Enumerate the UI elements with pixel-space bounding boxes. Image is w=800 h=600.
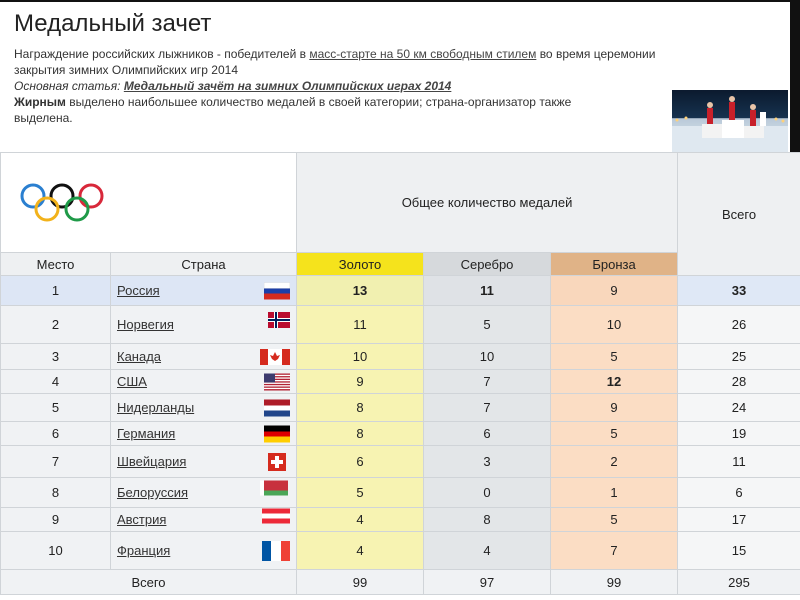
- note-text: выделено наибольшее количество медалей в своей категории; страна-организатор также: [65, 95, 572, 109]
- country-cell: [111, 394, 297, 422]
- country-cell: [111, 370, 297, 394]
- medal-table: [0, 152, 800, 595]
- bronze-cell: 5: [551, 508, 678, 532]
- bronze-cell: 9: [551, 394, 678, 422]
- caption: [14, 46, 754, 126]
- flag-germany-icon: [264, 425, 290, 442]
- country-link[interactable]: Нидерланды: [117, 400, 195, 415]
- totals-bronze: 99: [551, 570, 678, 595]
- total-header: Всего: [678, 153, 800, 276]
- country-cell: [111, 508, 297, 532]
- total-cell: 19: [678, 422, 800, 446]
- place-cell: 1: [1, 276, 111, 306]
- flag-russia-icon: [264, 282, 290, 299]
- country-cell: [111, 478, 297, 508]
- total-cell: 24: [678, 394, 800, 422]
- flag-france-icon: [262, 541, 290, 561]
- table-row: [1, 394, 800, 422]
- total-cell: 28: [678, 370, 800, 394]
- col-gold-header: Золото: [297, 253, 424, 276]
- country-link[interactable]: Канада: [117, 349, 162, 364]
- place-cell: 10: [1, 532, 111, 570]
- place-cell: 4: [1, 370, 111, 394]
- flag-norway-icon: [268, 312, 290, 328]
- gold-cell: 5: [297, 478, 424, 508]
- note-bold: Жирным: [14, 95, 66, 109]
- flag-switzerland-icon: [268, 453, 286, 471]
- country-cell: [111, 344, 297, 370]
- mass-start-link[interactable]: масс-старте на 50 км свободным стилем: [309, 47, 537, 61]
- country-cell: [111, 532, 297, 570]
- gold-cell: 13: [297, 276, 424, 306]
- totals-row: [1, 570, 800, 595]
- main-article-link[interactable]: Медальный зачёт на зимних Олимпийских играх 2014: [123, 79, 452, 93]
- olympic-logo-cell: [1, 153, 297, 253]
- ceremony-photo: [672, 90, 788, 152]
- flag-austria-icon: [262, 509, 290, 524]
- medals-header: Общее количество медалей: [297, 153, 678, 253]
- table-row: [1, 306, 800, 344]
- flag-canada-icon: [260, 349, 290, 365]
- right-border: [790, 0, 800, 152]
- place-cell: 8: [1, 478, 111, 508]
- table-row: [1, 532, 800, 570]
- note-text: выделена.: [14, 111, 73, 125]
- silver-cell: 7: [424, 370, 551, 394]
- country-link[interactable]: Австрия: [117, 512, 167, 527]
- caption-text: закрытия зимних Олимпийских игр 2014: [14, 63, 239, 77]
- place-cell: 2: [1, 306, 111, 344]
- totals-gold: 99: [297, 570, 424, 595]
- caption-text: во время церемонии: [536, 47, 656, 61]
- place-cell: 6: [1, 422, 111, 446]
- country-cell: [111, 422, 297, 446]
- bronze-cell: 5: [551, 344, 678, 370]
- country-cell: [111, 446, 297, 478]
- table-row: [1, 276, 800, 306]
- total-cell: 15: [678, 532, 800, 570]
- total-cell: 17: [678, 508, 800, 532]
- country-link[interactable]: Германия: [117, 426, 176, 441]
- col-place-header: Место: [1, 253, 111, 276]
- silver-cell: 3: [424, 446, 551, 478]
- bronze-cell: 1: [551, 478, 678, 508]
- country-link[interactable]: Франция: [117, 543, 171, 558]
- gold-cell: 9: [297, 370, 424, 394]
- country-cell: [111, 306, 297, 344]
- gold-cell: 8: [297, 394, 424, 422]
- total-cell: 25: [678, 344, 800, 370]
- silver-cell: 7: [424, 394, 551, 422]
- total-cell: 26: [678, 306, 800, 344]
- gold-cell: 11: [297, 306, 424, 344]
- total-cell: 6: [678, 478, 800, 508]
- col-bronze-header: Бронза: [551, 253, 678, 276]
- page-title: Медальный зачет: [14, 10, 212, 37]
- country-link[interactable]: США: [117, 374, 147, 389]
- col-silver-header: Серебро: [424, 253, 551, 276]
- olympic-rings-icon: [17, 181, 107, 225]
- silver-cell: 4: [424, 532, 551, 570]
- silver-cell: 6: [424, 422, 551, 446]
- bronze-cell: 12: [551, 370, 678, 394]
- place-cell: 5: [1, 394, 111, 422]
- flag-usa-icon: [264, 373, 290, 390]
- gold-cell: 8: [297, 422, 424, 446]
- totals-silver: 97: [424, 570, 551, 595]
- table-row: [1, 422, 800, 446]
- place-cell: 9: [1, 508, 111, 532]
- silver-cell: 10: [424, 344, 551, 370]
- place-cell: 3: [1, 344, 111, 370]
- totals-label: Всего: [1, 570, 297, 595]
- gold-cell: 6: [297, 446, 424, 478]
- medal-table-wrap: [0, 152, 800, 600]
- flag-belarus-icon: [260, 481, 288, 496]
- col-country-header: Страна: [111, 253, 297, 276]
- country-cell: [111, 276, 297, 306]
- bronze-cell: 9: [551, 276, 678, 306]
- silver-cell: 8: [424, 508, 551, 532]
- flag-netherlands-icon: [264, 399, 290, 416]
- bronze-cell: 2: [551, 446, 678, 478]
- country-link[interactable]: Россия: [117, 283, 160, 298]
- silver-cell: 5: [424, 306, 551, 344]
- table-row: [1, 370, 800, 394]
- table-row: [1, 508, 800, 532]
- totals-total: 295: [678, 570, 800, 595]
- table-row: [1, 478, 800, 508]
- table-row: [1, 446, 800, 478]
- table-row: [1, 344, 800, 370]
- country-link[interactable]: Швейцария: [117, 454, 187, 469]
- bronze-cell: 10: [551, 306, 678, 344]
- gold-cell: 4: [297, 508, 424, 532]
- gold-cell: 4: [297, 532, 424, 570]
- caption-text: Награждение российских лыжников - победителей в: [14, 47, 310, 61]
- total-cell: 33: [678, 276, 800, 306]
- total-cell: 11: [678, 446, 800, 478]
- top-border: [0, 0, 800, 2]
- place-cell: 7: [1, 446, 111, 478]
- country-link[interactable]: Норвегия: [117, 317, 174, 332]
- main-article-label: Основная статья:: [14, 79, 124, 93]
- silver-cell: 0: [424, 478, 551, 508]
- bronze-cell: 7: [551, 532, 678, 570]
- gold-cell: 10: [297, 344, 424, 370]
- silver-cell: 11: [424, 276, 551, 306]
- country-link[interactable]: Белоруссия: [117, 485, 189, 500]
- bronze-cell: 5: [551, 422, 678, 446]
